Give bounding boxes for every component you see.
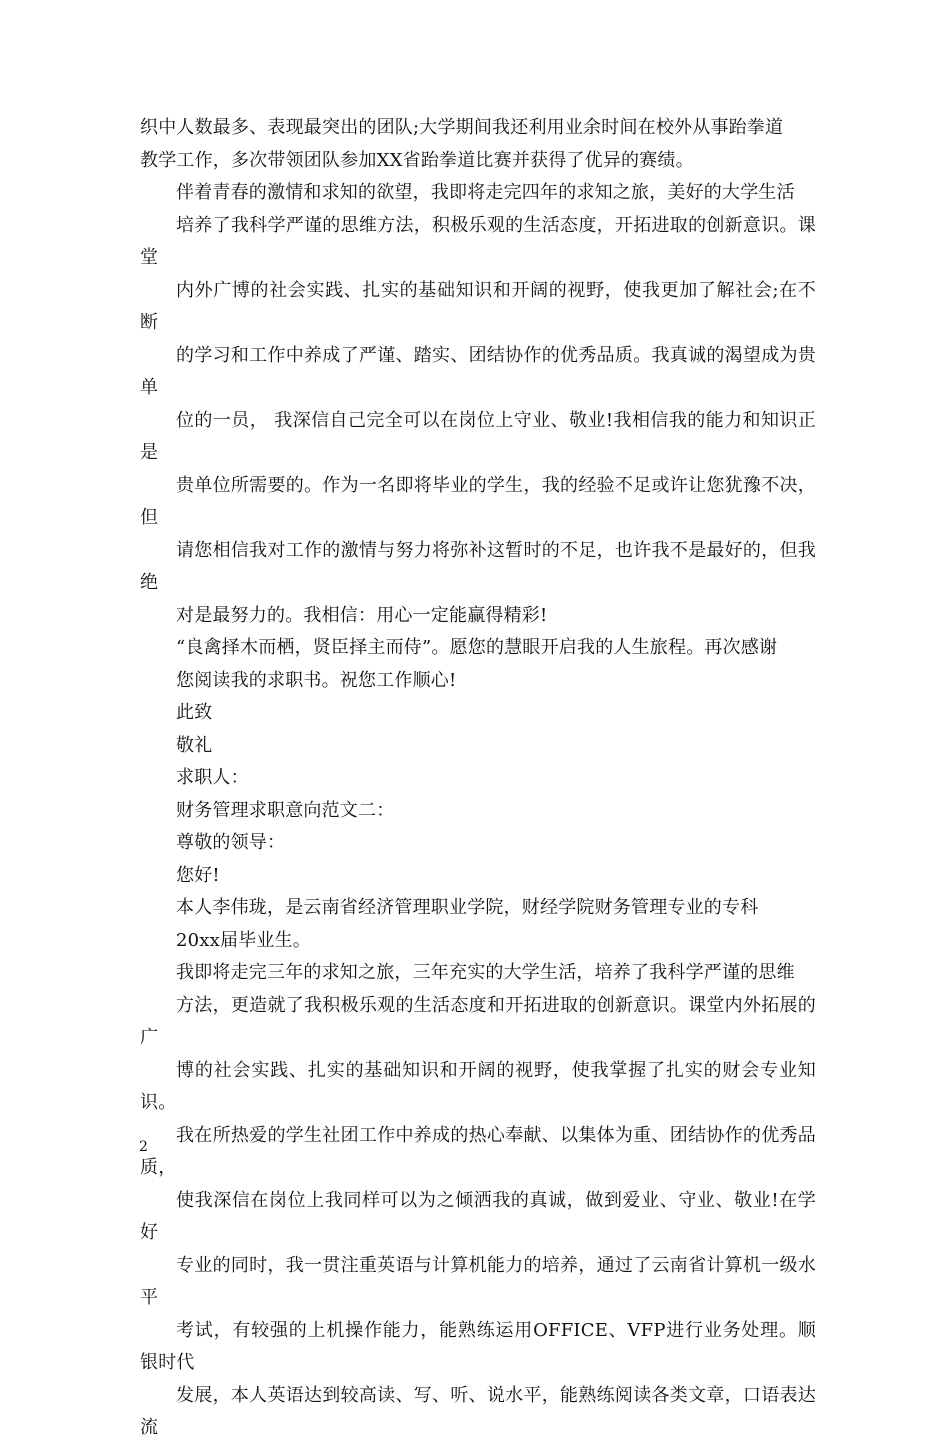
paragraph [140,632,816,697]
text-line: 请您相信我对工作的激情与努力将弥补这暂时的不足，也许我不是最好的，但我绝 [140,539,816,593]
document-body [140,112,816,1445]
text-line: 财务管理求职意向范文二： [176,799,395,821]
text-line: 本人李伟珑，是云南省经济管理职业学院，财经学院财务管理专业的专科 [176,897,759,918]
text-line: 尊敬的领导： [176,832,286,853]
paragraph [140,957,816,1445]
paragraph [140,177,816,632]
text-line: 求职人： [176,767,249,788]
text-line: 考试，有较强的上机操作能力，能熟练运用OFFICE、VFP进行业务处理。顺银时代 [140,1319,816,1373]
paragraph [140,112,816,177]
text-line: 内外广博的社会实践、扎实的基础知识和开阔的视野，使我更加了解社会;在不断 [140,279,816,333]
text-line: 专业的同时，我一贯注重英语与计算机能力的培养，通过了云南省计算机一级水平 [140,1254,816,1308]
paragraph [140,860,816,893]
text-line: 培养了我科学严谨的思维方法，积极乐观的生活态度，开拓进取的创新意识。课堂 [140,214,816,268]
text-line: 发展，本人英语达到较高读、写、听、说水平，能熟练阅读各类文章，口语表达流 [140,1384,816,1438]
paragraph [140,795,816,828]
text-line: 的学习和工作中养成了严谨、踏实、团结协作的优秀品质。我真诚的渴望成为贵单 [140,344,816,398]
text-line: 织中人数最多、表现最突出的团队;大学期间我还利用业余时间在校外从事跆拳道 [140,117,784,138]
paragraph [140,762,816,795]
text-line: 20xx届毕业生。 [176,929,312,951]
page-number: 2 [139,1139,148,1155]
text-line: 方法，更造就了我积极乐观的生活态度和开拓进取的创新意识。课堂内外拓展的广 [140,994,816,1048]
text-line: 敬礼 [176,734,213,756]
paragraph [140,892,816,957]
text-line: 博的社会实践、扎实的基础知识和开阔的视野，使我掌握了扎实的财会专业知识。 [140,1059,816,1113]
text-line: 我在所热爱的学生社团工作中养成的热心奉献、以集体为重、团结协作的优秀品质， [140,1124,816,1178]
text-line: 伴着青春的激情和求知的欲望，我即将走完四年的求知之旅，美好的大学生活 [176,182,795,203]
text-line: 您阅读我的求职书。祝您工作顺心! [176,669,457,691]
text-line: 使我深信在岗位上我同样可以为之倾洒我的真诚，做到爱业、守业、敬业!在学好 [140,1189,816,1243]
text-line: 贵单位所需要的。作为一名即将毕业的学生，我的经验不足或许让您犹豫不决，但 [140,474,816,528]
paragraph [140,697,816,730]
text-line: 对是最努力的。我相信：用心一定能赢得精彩! [176,604,548,626]
text-line: “良禽择木而栖，贤臣择主而侍”。愿您的慧眼开启我的人生旅程。再次感谢 [176,637,778,658]
text-line: 位的一员， 我深信自己完全可以在岗位上守业、敬业!我相信我的能力和知识正是 [140,409,816,463]
text-line: 此致 [176,702,213,723]
paragraph [140,730,816,763]
paragraph [140,827,816,860]
text-line: 教学工作，多次带领团队参加XX省跆拳道比赛并获得了优异的赛绩。 [140,149,694,171]
text-line: 您好! [176,864,220,886]
text-line: 我即将走完三年的求知之旅，三年充实的大学生活，培养了我科学严谨的思维 [176,962,795,983]
